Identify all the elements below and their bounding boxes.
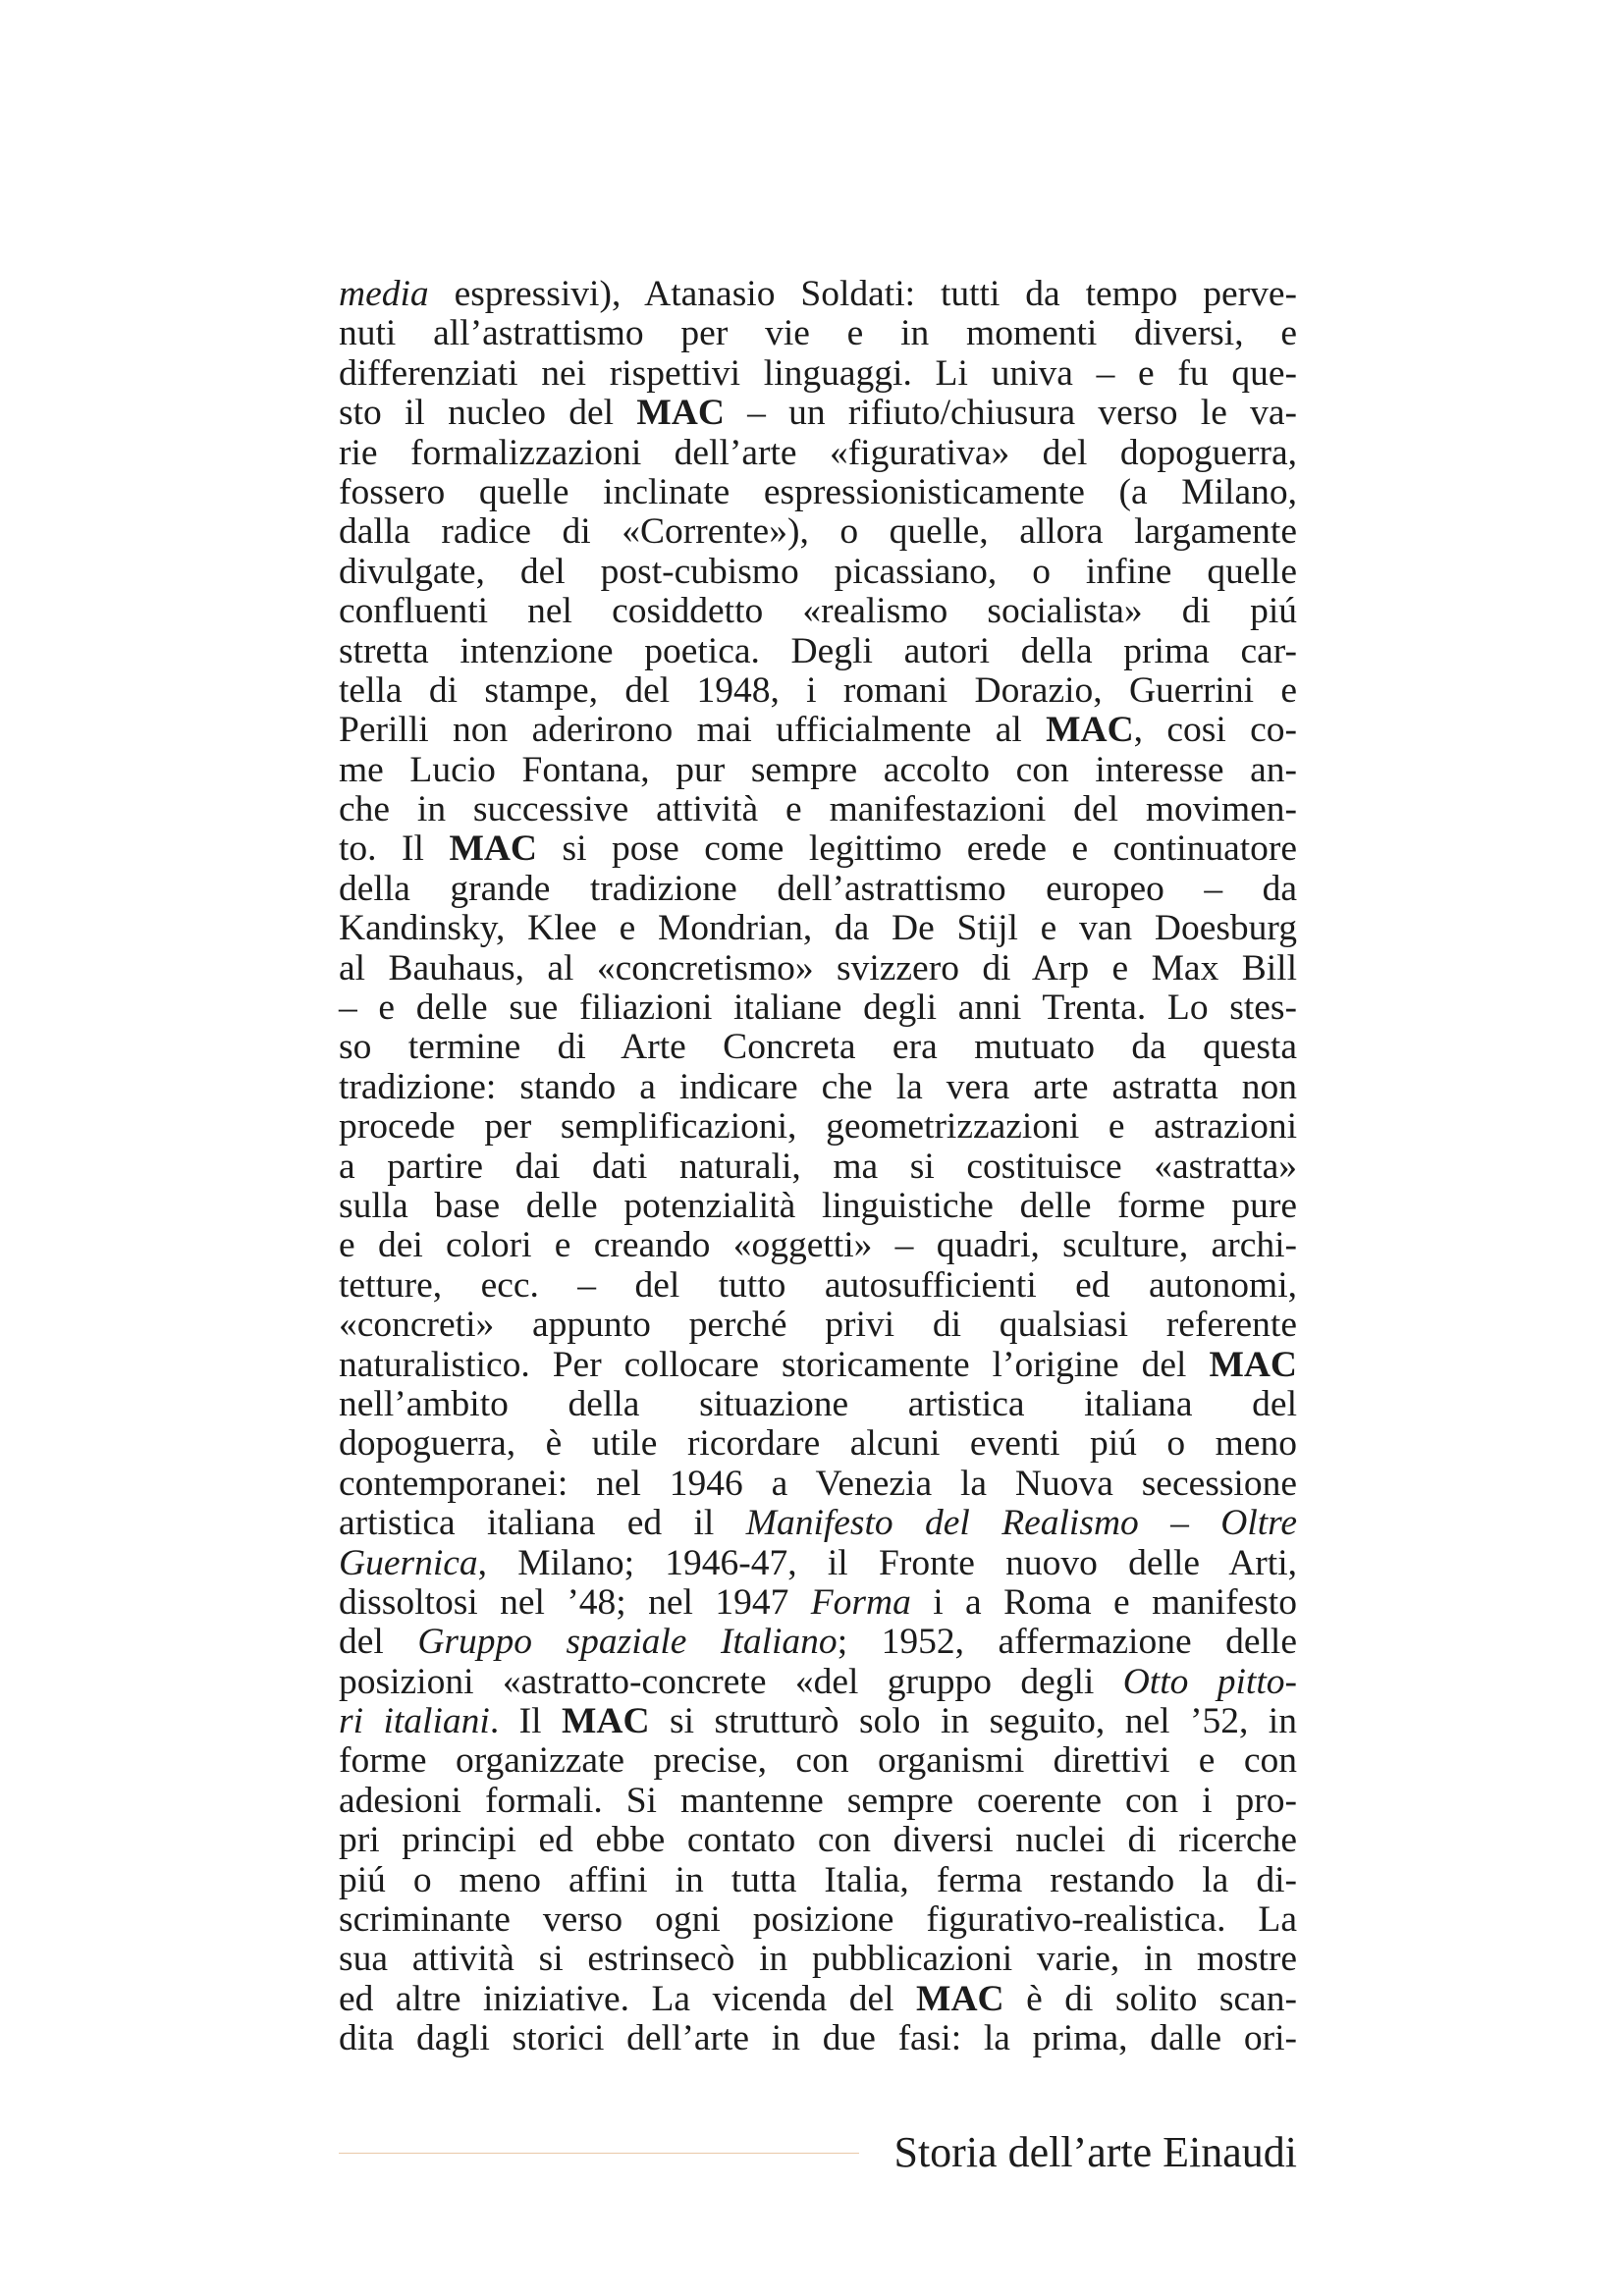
text-run: me Lucio Fontana, pur sempre accolto con interesse an-: [339, 749, 1297, 790]
text-line: [339, 870, 1297, 909]
bold-term: MAC: [636, 393, 725, 434]
text-run: i a Roma e manifesto: [910, 1581, 1297, 1623]
text-run: pri principi ed ebbe contato con diversi nuclei di ricerche: [339, 1820, 1297, 1861]
text-line: [339, 1663, 1297, 1702]
footer-book-title: Storia dell’arte Einaudi: [893, 2128, 1297, 2176]
text-run: – e delle sue filiazioni italiane degli anni Trenta. Lo stes-: [339, 988, 1297, 1029]
text-line: [339, 1028, 1297, 1067]
text-run: dissoltosi nel ’48; nel 1947: [339, 1581, 811, 1623]
text-line: [339, 790, 1297, 829]
text-run: , Milano; 1946-47, il Fronte nuovo delle Arti,: [477, 1542, 1297, 1583]
text-run: fossero quelle inclinate espressionisticamente (a Milano,: [339, 471, 1297, 512]
text-run: confluenti nel cosiddetto «realismo socialista» di piú: [339, 591, 1297, 632]
text-run: forme organizzate precise, con organismi direttivi e con: [339, 1740, 1297, 1782]
text-run: procede per semplificazioni, geometrizzazioni e astrazioni: [339, 1106, 1297, 1148]
text-run: adesioni formali. Si mantenne sempre coerente con i pro-: [339, 1780, 1297, 1821]
text-line: [339, 1861, 1297, 1900]
text-run: so termine di Arte Concreta era mutuato da questa: [339, 1027, 1297, 1068]
text-line: [339, 2019, 1297, 2058]
text-line: [339, 1544, 1297, 1583]
text-line: [339, 988, 1297, 1028]
text-line: [339, 751, 1297, 790]
text-run: si pose come legittimo erede e continuatore: [537, 828, 1298, 870]
text-line: [339, 1782, 1297, 1821]
text-run: nell’ambito della situazione artistica italiana del: [339, 1383, 1297, 1424]
italic-term: Manifesto del Realismo – Oltre: [745, 1503, 1297, 1544]
text-line: [339, 354, 1297, 394]
text-run: del: [339, 1622, 418, 1663]
text-line: [339, 1702, 1297, 1741]
text-line: [339, 1583, 1297, 1623]
text-line: [339, 949, 1297, 988]
text-run: sto il nucleo del: [339, 393, 637, 434]
text-run: posizioni «astratto-concrete «del gruppo degli: [339, 1661, 1123, 1702]
text-line: [339, 1504, 1297, 1543]
text-run: scriminante verso ogni posizione figurativo-realistica. La: [339, 1899, 1297, 1941]
text-run: artistica italiana ed il: [339, 1503, 746, 1544]
text-run: «concreti» appunto perché privi di qualsiasi referente: [339, 1305, 1297, 1346]
text-run: nuti all’astrattismo per vie e in momenti diversi, e: [339, 313, 1297, 354]
text-run: differenziati nei rispettivi linguaggi. Li univa – e fu que-: [339, 352, 1297, 394]
text-line: [339, 1346, 1297, 1385]
text-line: [339, 592, 1297, 631]
text-line: [339, 711, 1297, 750]
text-run: che in successive attività e manifestazioni del movimen-: [339, 789, 1297, 830]
text-run: piú o meno affini in tutta Italia, ferma restando la di-: [339, 1859, 1297, 1900]
text-line: [339, 512, 1297, 552]
text-line: [339, 1465, 1297, 1504]
italic-term: Guernica: [339, 1542, 478, 1583]
text-line: [339, 829, 1297, 869]
text-run: tella di stampe, del 1948, i romani Dorazio, Guerrini e: [339, 669, 1297, 711]
text-line: [339, 1068, 1297, 1107]
text-line: [339, 1821, 1297, 1860]
text-run: a partire dai dati naturali, ma si costituisce «astratta»: [339, 1146, 1297, 1187]
text-run: Kandinsky, Klee e Mondrian, da De Stijl e van Doesburg: [339, 908, 1297, 949]
bold-term: MAC: [449, 828, 537, 870]
text-line: [339, 632, 1297, 671]
text-line: [339, 473, 1297, 512]
text-line: [339, 1900, 1297, 1940]
text-run: ; 1952, affermazione delle: [837, 1622, 1297, 1663]
bold-term: MAC: [1046, 710, 1134, 751]
text-line: [339, 1940, 1297, 1979]
text-line: [339, 909, 1297, 948]
italic-term: ri italiani: [339, 1701, 490, 1742]
text-run: espressivi), Atanasio Soldati: tutti da tempo perve-: [428, 274, 1297, 314]
text-run: sulla base delle potenzialità linguistiche delle forme pure: [339, 1185, 1297, 1226]
text-run: – un rifiuto/chiusura verso le va-: [724, 393, 1297, 434]
text-run: tradizione: stando a indicare che la vera arte astratta non: [339, 1066, 1297, 1107]
text-line: [339, 394, 1297, 433]
text-run: rie formalizzazioni dell’arte «figurativa» del dopoguerra,: [339, 432, 1297, 473]
text-run: della grande tradizione dell’astrattismo europeo – da: [339, 868, 1297, 909]
italic-term: Otto pitto-: [1122, 1661, 1297, 1702]
footer-divider: [339, 2153, 859, 2154]
italic-term: Forma: [810, 1581, 911, 1623]
bold-term: MAC: [1209, 1344, 1297, 1385]
text-run: tetture, ecc. – del tutto autosufficienti ed autonomi,: [339, 1264, 1297, 1306]
bold-term: MAC: [562, 1701, 650, 1742]
text-line: [339, 1107, 1297, 1147]
text-line: [339, 275, 1297, 314]
text-line: [339, 1187, 1297, 1226]
text-run: al Bauhaus, al «concretismo» svizzero di Arp e Max Bill: [339, 947, 1297, 988]
text-line: [339, 1306, 1297, 1345]
text-line: [339, 1980, 1297, 2019]
text-line: [339, 553, 1297, 592]
italic-term: media: [339, 274, 429, 314]
text-run: divulgate, del post-cubismo picassiano, o infine quelle: [339, 551, 1297, 592]
bold-term: MAC: [916, 1978, 1004, 2019]
body-text: [339, 275, 1297, 2059]
text-line: [339, 1385, 1297, 1424]
italic-term: Gruppo spaziale Italiano: [417, 1622, 838, 1663]
text-run: dopoguerra, è utile ricordare alcuni eventi piú o meno: [339, 1423, 1297, 1465]
page-footer: [339, 2126, 1297, 2179]
text-line: [339, 1741, 1297, 1781]
text-run: ed altre iniziative. La vicenda del: [339, 1978, 917, 2019]
text-line: [339, 434, 1297, 473]
text-line: [339, 1623, 1297, 1662]
text-line: [339, 1226, 1297, 1265]
text-run: Perilli non aderirono mai ufficialmente al: [339, 710, 1047, 751]
text-run: si strutturò solo in seguito, nel ’52, in: [649, 1701, 1297, 1742]
text-line: [339, 1424, 1297, 1464]
text-run: to. Il: [339, 828, 450, 870]
text-run: è di solito scan-: [1003, 1978, 1297, 2019]
text-run: . Il: [489, 1701, 562, 1742]
text-line: [339, 1148, 1297, 1187]
text-run: sua attività si estrinsecò in pubblicazioni varie, in mostre: [339, 1939, 1297, 1980]
text-run: , cosi co-: [1133, 710, 1297, 751]
text-line: [339, 314, 1297, 353]
text-run: contemporanei: nel 1946 a Venezia la Nuova secessione: [339, 1463, 1297, 1504]
text-run: e dei colori e creando «oggetti» – quadri, sculture, archi-: [339, 1225, 1297, 1266]
text-line: [339, 671, 1297, 711]
text-run: stretta intenzione poetica. Degli autori della prima car-: [339, 630, 1297, 671]
text-run: dita dagli storici dell’arte in due fasi: la prima, dalle ori-: [339, 2018, 1297, 2059]
text-run: naturalistico. Per collocare storicamente l’origine del: [339, 1344, 1210, 1385]
text-line: [339, 1266, 1297, 1306]
text-run: dalla radice di «Corrente»), o quelle, allora largamente: [339, 511, 1297, 553]
